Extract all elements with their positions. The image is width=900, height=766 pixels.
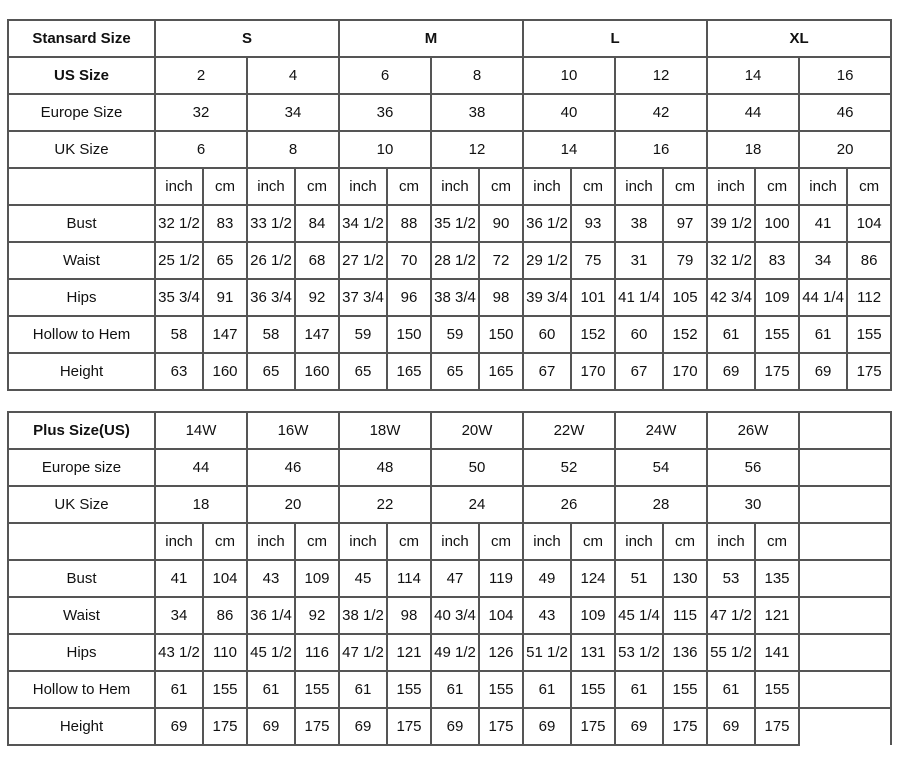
measurement-value: 69 (799, 353, 847, 390)
measurement-value: 34 1/2 (339, 205, 387, 242)
measurement-value: 150 (387, 316, 431, 353)
measurement-value: 61 (615, 671, 663, 708)
plus-us-size: 14W (155, 412, 247, 449)
measurement-value: 155 (663, 671, 707, 708)
measurement-value: 152 (571, 316, 615, 353)
uk-size-value: 12 (431, 131, 523, 168)
measurement-value: 98 (479, 279, 523, 316)
plus-blank (799, 671, 891, 708)
measurement-value: 175 (203, 708, 247, 745)
plus-measurement-row (8, 708, 891, 745)
measurement-value: 49 (523, 560, 571, 597)
measurement-value: 121 (755, 597, 799, 634)
unit-cm: cm (203, 168, 247, 205)
unit-cm: cm (663, 523, 707, 560)
unit-cm: cm (295, 523, 339, 560)
plus-measurement-row (8, 560, 891, 597)
europe-size-value: 42 (615, 94, 707, 131)
us-size-value: 2 (155, 57, 247, 94)
unit-cm: cm (755, 523, 799, 560)
measurement-value: 110 (203, 634, 247, 671)
measurement-value: 51 1/2 (523, 634, 571, 671)
measurement-value: 38 3/4 (431, 279, 479, 316)
unit-cm: cm (755, 168, 799, 205)
uk-size-value: 8 (247, 131, 339, 168)
plus-europe-size-value: 56 (707, 449, 799, 486)
measurement-value: 86 (203, 597, 247, 634)
plus-us-size: 26W (707, 412, 799, 449)
unit-inch: inch (339, 168, 387, 205)
unit-cm: cm (847, 168, 891, 205)
measurement-value: 47 (431, 560, 479, 597)
us-size-value: 12 (615, 57, 707, 94)
measurement-value: 155 (203, 671, 247, 708)
unit-cm: cm (387, 523, 431, 560)
measurement-row (8, 279, 891, 316)
measurement-value: 61 (155, 671, 203, 708)
measurement-value: 61 (339, 671, 387, 708)
unit-inch: inch (155, 168, 203, 205)
measurement-value: 131 (571, 634, 615, 671)
measurement-value: 32 1/2 (155, 205, 203, 242)
measurement-value: 136 (663, 634, 707, 671)
us-size-label: US Size (8, 57, 155, 94)
plus-europe-size-value: 44 (155, 449, 247, 486)
measurement-value: 97 (663, 205, 707, 242)
unit-inch: inch (615, 523, 663, 560)
measurement-label: Hips (8, 279, 155, 316)
measurement-value: 34 (155, 597, 203, 634)
unit-cm: cm (663, 168, 707, 205)
measurement-value: 72 (479, 242, 523, 279)
measurement-label: Hips (8, 634, 155, 671)
measurement-value: 104 (203, 560, 247, 597)
measurement-label: Hollow to Hem (8, 671, 155, 708)
measurement-value: 69 (707, 708, 755, 745)
plus-uk-size-value: 24 (431, 486, 523, 523)
measurement-value: 44 1/4 (799, 279, 847, 316)
measurement-value: 104 (479, 597, 523, 634)
measurement-value: 61 (799, 316, 847, 353)
plus-uk-size-value: 22 (339, 486, 431, 523)
europe-size-label: Europe Size (8, 94, 155, 131)
measurement-label: Waist (8, 242, 155, 279)
plus-measurement-row (8, 671, 891, 708)
measurement-value: 141 (755, 634, 799, 671)
measurement-value: 75 (571, 242, 615, 279)
unit-inch: inch (431, 168, 479, 205)
plus-us-size: 20W (431, 412, 523, 449)
size-group-s: S (155, 20, 339, 57)
measurement-value: 165 (387, 353, 431, 390)
measurement-value: 45 (339, 560, 387, 597)
plus-unit-row (8, 523, 891, 560)
plus-us-size: 18W (339, 412, 431, 449)
measurement-value: 41 (799, 205, 847, 242)
measurement-value: 175 (755, 708, 799, 745)
measurement-value: 170 (663, 353, 707, 390)
measurement-value: 175 (571, 708, 615, 745)
plus-blank (799, 523, 891, 560)
measurement-value: 160 (295, 353, 339, 390)
unit-inch: inch (155, 523, 203, 560)
measurement-value: 96 (387, 279, 431, 316)
uk-size-label: UK Size (8, 131, 155, 168)
plus-size-table (7, 411, 892, 746)
unit-cm: cm (295, 168, 339, 205)
plus-us-size: 22W (523, 412, 615, 449)
measurement-value: 101 (571, 279, 615, 316)
measurement-value: 65 (339, 353, 387, 390)
measurement-label: Bust (8, 205, 155, 242)
measurement-value: 88 (387, 205, 431, 242)
measurement-value: 35 1/2 (431, 205, 479, 242)
unit-inch: inch (247, 523, 295, 560)
europe-size-value: 36 (339, 94, 431, 131)
unit-inch: inch (523, 168, 571, 205)
unit-row (8, 168, 891, 205)
measurement-value: 53 1/2 (615, 634, 663, 671)
unit-inch: inch (799, 168, 847, 205)
plus-uk-size-value: 26 (523, 486, 615, 523)
plus-unit-row-blank (8, 523, 155, 560)
measurement-value: 33 1/2 (247, 205, 295, 242)
plus-measurement-row (8, 597, 891, 634)
measurement-value: 39 3/4 (523, 279, 571, 316)
plus-europe-size-value: 50 (431, 449, 523, 486)
measurement-value: 147 (203, 316, 247, 353)
measurement-value: 45 1/4 (615, 597, 663, 634)
measurement-value: 170 (571, 353, 615, 390)
measurement-value: 42 3/4 (707, 279, 755, 316)
measurement-value: 67 (523, 353, 571, 390)
measurement-value: 61 (247, 671, 295, 708)
uk-size-value: 18 (707, 131, 799, 168)
measurement-value: 160 (203, 353, 247, 390)
unit-cm: cm (479, 168, 523, 205)
measurement-value: 36 3/4 (247, 279, 295, 316)
measurement-value: 126 (479, 634, 523, 671)
plus-blank (799, 560, 891, 597)
measurement-value: 91 (203, 279, 247, 316)
measurement-value: 49 1/2 (431, 634, 479, 671)
measurement-label: Height (8, 708, 155, 745)
measurement-value: 43 1/2 (155, 634, 203, 671)
europe-size-value: 44 (707, 94, 799, 131)
measurement-value: 119 (479, 560, 523, 597)
measurement-value: 90 (479, 205, 523, 242)
plus-europe-size-value: 46 (247, 449, 339, 486)
measurement-value: 124 (571, 560, 615, 597)
measurement-label: Hollow to Hem (8, 316, 155, 353)
plus-measurement-row (8, 634, 891, 671)
measurement-value: 68 (295, 242, 339, 279)
europe-size-value: 34 (247, 94, 339, 131)
us-size-value: 8 (431, 57, 523, 94)
measurement-value: 83 (755, 242, 799, 279)
plus-uk-size-label: UK Size (8, 486, 155, 523)
measurement-value: 115 (663, 597, 707, 634)
europe-size-value: 38 (431, 94, 523, 131)
measurement-value: 36 1/2 (523, 205, 571, 242)
measurement-value: 155 (847, 316, 891, 353)
plus-us-size: 24W (615, 412, 707, 449)
unit-inch: inch (247, 168, 295, 205)
unit-inch: inch (615, 168, 663, 205)
measurement-label: Waist (8, 597, 155, 634)
us-size-value: 16 (799, 57, 891, 94)
measurement-value: 152 (663, 316, 707, 353)
measurement-value: 38 1/2 (339, 597, 387, 634)
measurement-value: 155 (387, 671, 431, 708)
measurement-value: 63 (155, 353, 203, 390)
measurement-value: 61 (523, 671, 571, 708)
measurement-value: 114 (387, 560, 431, 597)
standard-size-table (7, 19, 892, 391)
measurement-value: 34 (799, 242, 847, 279)
measurement-value: 61 (431, 671, 479, 708)
plus-blank (799, 486, 891, 523)
plus-us-row (8, 412, 891, 449)
measurement-value: 70 (387, 242, 431, 279)
measurement-value: 58 (155, 316, 203, 353)
us-size-value: 6 (339, 57, 431, 94)
measurement-value: 135 (755, 560, 799, 597)
measurement-value: 27 1/2 (339, 242, 387, 279)
measurement-value: 31 (615, 242, 663, 279)
measurement-value: 175 (663, 708, 707, 745)
unit-cm: cm (203, 523, 247, 560)
measurement-value: 41 1/4 (615, 279, 663, 316)
plus-europe-size-label: Europe size (8, 449, 155, 486)
unit-cm: cm (571, 523, 615, 560)
measurement-value: 69 (523, 708, 571, 745)
unit-inch: inch (431, 523, 479, 560)
measurement-value: 98 (387, 597, 431, 634)
measurement-value: 83 (203, 205, 247, 242)
measurement-value: 121 (387, 634, 431, 671)
uk-size-row (8, 131, 891, 168)
measurement-value: 55 1/2 (707, 634, 755, 671)
plus-header-label: Plus Size(US) (8, 412, 155, 449)
us-size-row (8, 57, 891, 94)
measurement-value: 69 (339, 708, 387, 745)
measurement-value: 69 (155, 708, 203, 745)
measurement-value: 47 1/2 (707, 597, 755, 634)
measurement-value: 69 (615, 708, 663, 745)
unit-cm: cm (479, 523, 523, 560)
uk-size-value: 16 (615, 131, 707, 168)
unit-cm: cm (571, 168, 615, 205)
measurement-value: 39 1/2 (707, 205, 755, 242)
measurement-value: 65 (247, 353, 295, 390)
measurement-value: 175 (755, 353, 799, 390)
size-group-xl: XL (707, 20, 891, 57)
plus-blank (799, 708, 891, 745)
measurement-value: 32 1/2 (707, 242, 755, 279)
measurement-value: 86 (847, 242, 891, 279)
measurement-value: 65 (431, 353, 479, 390)
measurement-value: 69 (431, 708, 479, 745)
measurement-value: 51 (615, 560, 663, 597)
measurement-value: 60 (523, 316, 571, 353)
measurement-value: 59 (431, 316, 479, 353)
plus-blank (799, 449, 891, 486)
plus-europe-size-row (8, 449, 891, 486)
unit-inch: inch (523, 523, 571, 560)
measurement-value: 43 (247, 560, 295, 597)
measurement-value: 155 (755, 671, 799, 708)
plus-uk-size-value: 28 (615, 486, 707, 523)
uk-size-value: 6 (155, 131, 247, 168)
measurement-value: 175 (295, 708, 339, 745)
measurement-value: 29 1/2 (523, 242, 571, 279)
europe-size-value: 40 (523, 94, 615, 131)
europe-size-row (8, 94, 891, 131)
measurement-value: 59 (339, 316, 387, 353)
us-size-value: 4 (247, 57, 339, 94)
unit-cm: cm (387, 168, 431, 205)
measurement-value: 41 (155, 560, 203, 597)
measurement-value: 26 1/2 (247, 242, 295, 279)
measurement-value: 92 (295, 279, 339, 316)
measurement-value: 47 1/2 (339, 634, 387, 671)
plus-europe-size-value: 52 (523, 449, 615, 486)
measurement-value: 109 (571, 597, 615, 634)
measurement-value: 175 (479, 708, 523, 745)
plus-europe-size-value: 48 (339, 449, 431, 486)
measurement-value: 38 (615, 205, 663, 242)
measurement-label: Height (8, 353, 155, 390)
measurement-value: 92 (295, 597, 339, 634)
measurement-value: 69 (247, 708, 295, 745)
size-group-m: M (339, 20, 523, 57)
measurement-value: 155 (295, 671, 339, 708)
plus-us-size: 16W (247, 412, 339, 449)
measurement-row (8, 205, 891, 242)
measurement-value: 155 (755, 316, 799, 353)
measurement-value: 175 (387, 708, 431, 745)
measurement-value: 100 (755, 205, 799, 242)
plus-blank (799, 597, 891, 634)
unit-row-blank (8, 168, 155, 205)
measurement-row (8, 242, 891, 279)
measurement-value: 40 3/4 (431, 597, 479, 634)
measurement-value: 155 (571, 671, 615, 708)
unit-inch: inch (707, 523, 755, 560)
measurement-value: 84 (295, 205, 339, 242)
plus-blank (799, 412, 891, 449)
uk-size-value: 20 (799, 131, 891, 168)
measurement-value: 65 (203, 242, 247, 279)
measurement-value: 155 (479, 671, 523, 708)
plus-uk-size-row (8, 486, 891, 523)
plus-blank (799, 634, 891, 671)
plus-uk-size-value: 30 (707, 486, 799, 523)
europe-size-value: 46 (799, 94, 891, 131)
measurement-value: 112 (847, 279, 891, 316)
measurement-value: 130 (663, 560, 707, 597)
measurement-value: 60 (615, 316, 663, 353)
measurement-value: 53 (707, 560, 755, 597)
uk-size-value: 14 (523, 131, 615, 168)
measurement-value: 109 (295, 560, 339, 597)
measurement-value: 58 (247, 316, 295, 353)
us-size-value: 10 (523, 57, 615, 94)
measurement-value: 150 (479, 316, 523, 353)
measurement-value: 69 (707, 353, 755, 390)
standard-header-label: Stansard Size (8, 20, 155, 57)
measurement-value: 28 1/2 (431, 242, 479, 279)
europe-size-value: 32 (155, 94, 247, 131)
unit-inch: inch (707, 168, 755, 205)
size-group-row (8, 20, 891, 57)
measurement-label: Bust (8, 560, 155, 597)
measurement-value: 37 3/4 (339, 279, 387, 316)
measurement-value: 93 (571, 205, 615, 242)
measurement-value: 79 (663, 242, 707, 279)
measurement-value: 36 1/4 (247, 597, 295, 634)
measurement-value: 116 (295, 634, 339, 671)
measurement-value: 104 (847, 205, 891, 242)
size-group-l: L (523, 20, 707, 57)
measurement-value: 109 (755, 279, 799, 316)
plus-europe-size-value: 54 (615, 449, 707, 486)
uk-size-value: 10 (339, 131, 431, 168)
measurement-value: 61 (707, 316, 755, 353)
measurement-value: 43 (523, 597, 571, 634)
measurement-value: 147 (295, 316, 339, 353)
plus-uk-size-value: 18 (155, 486, 247, 523)
plus-uk-size-value: 20 (247, 486, 339, 523)
unit-inch: inch (339, 523, 387, 560)
measurement-value: 61 (707, 671, 755, 708)
measurement-value: 105 (663, 279, 707, 316)
measurement-value: 45 1/2 (247, 634, 295, 671)
measurement-row (8, 316, 891, 353)
us-size-value: 14 (707, 57, 799, 94)
measurement-value: 165 (479, 353, 523, 390)
measurement-value: 35 3/4 (155, 279, 203, 316)
measurement-value: 67 (615, 353, 663, 390)
measurement-row (8, 353, 891, 390)
measurement-value: 25 1/2 (155, 242, 203, 279)
measurement-value: 175 (847, 353, 891, 390)
